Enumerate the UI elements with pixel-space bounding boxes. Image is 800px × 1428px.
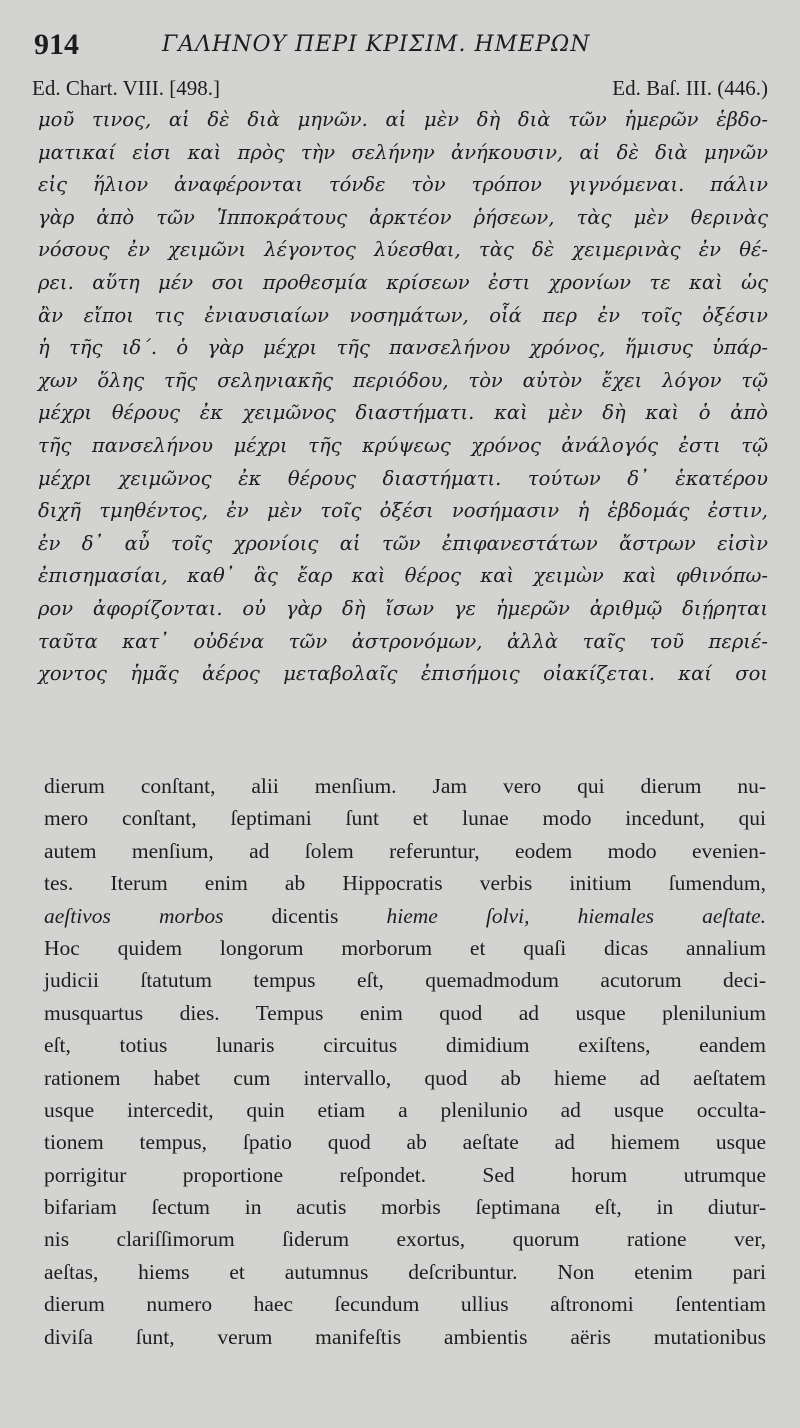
greek-text-line: ἡ τῆς ιδ´. ὁ γὰρ μέχρι τῆς πανσελήνου χρόνος, ἥμισυς ὑπάρ- bbox=[38, 336, 768, 360]
latin-text-line bbox=[44, 1062, 766, 1094]
greek-text-line: ματικαί εἰσι καὶ πρὸς τὴν σελήνην ἀνήκουσιν, αἱ δὲ διὰ μηνῶν bbox=[38, 140, 768, 164]
edition-chartier: Ed. Chart. VIII. [498.] bbox=[32, 76, 220, 100]
greek-text-line: μοῦ τινος, αἱ δὲ διὰ μηνῶν. αἱ μὲν δὴ διὰ τῶν ἡμερῶν ἑβδο- bbox=[38, 108, 768, 131]
greek-text-line: ἐπισημασίαι, καθ᾽ ἃς ἔαρ καὶ θέρος καὶ χειμὼν καὶ φθινόπω- bbox=[38, 564, 768, 588]
latin-text-line bbox=[44, 964, 766, 996]
latin-text-line bbox=[44, 1288, 766, 1320]
page-header bbox=[30, 28, 770, 68]
latin-text-segment: autem menſium, ad ſolem referuntur, eodem modo evenien- bbox=[44, 838, 766, 863]
edition-basel: Ed. Baſ. III. (446.) bbox=[612, 76, 768, 100]
greek-text-line: μέχρι χειμῶνος ἐκ θέρους διαστήματι. τούτων δ᾽ ἑκατέρου bbox=[38, 466, 768, 490]
greek-text-line: ἐν δ᾽ αὖ τοῖς χρονίοις αἱ τῶν ἐπιφανεστάτων ἄστρων εἰσὶν bbox=[38, 531, 768, 555]
latin-text-segment: dierum conſtant, alii menſium. Jam vero qui dierum nu- bbox=[44, 774, 766, 798]
latin-text-block bbox=[44, 770, 766, 1353]
latin-text-line bbox=[44, 1159, 766, 1191]
greek-text-line: νόσους ἐν χειμῶνι λέγοντος λύεσθαι, τὰς δὲ χειμερινὰς ἐν θέ- bbox=[38, 238, 768, 262]
latin-text-line bbox=[44, 802, 766, 834]
latin-text-segment: mero conſtant, ſeptimani ſunt et lunae modo incedunt, qui bbox=[44, 806, 766, 831]
running-title: ΓΑΛΗΝΟΥ ΠΕΡΙ ΚΡΙΣΙΜ. ΗΜΕΡΩΝ bbox=[162, 32, 591, 57]
latin-text-line bbox=[44, 1029, 766, 1061]
latin-text-segment: musquartus dies. Tempus enim quod ad usque plenilunium bbox=[44, 1000, 766, 1025]
latin-text-line bbox=[44, 1321, 766, 1353]
latin-text-line bbox=[44, 770, 766, 802]
greek-text-line: ταῦτα κατ᾽ οὐδένα τῶν ἀστρονόμων, ἀλλὰ ταῖς τοῦ περιέ- bbox=[38, 629, 768, 653]
latin-text-segment: usque intercedit, quin etiam a plenilunio ad usque occulta- bbox=[44, 1097, 766, 1122]
latin-text-line bbox=[44, 835, 766, 867]
latin-text-segment: judicii ſtatutum tempus eſt, quemadmodum acutorum deci- bbox=[44, 968, 766, 993]
latin-italic-segment: hieme ſolvi, hiemales aeſtate. bbox=[386, 903, 766, 928]
latin-text-line bbox=[44, 1094, 766, 1126]
edition-references bbox=[32, 76, 768, 104]
greek-text-line: χων ὅλης τῆς σεληνιακῆς περιόδου, τὸν αὐτὸν ἔχει λόγον τῷ bbox=[38, 368, 768, 392]
latin-text-line bbox=[44, 1223, 766, 1255]
greek-text-line: τῆς πανσελήνου μέχρι τῆς κρύψεως χρόνος ἀνάλογός ἐστι τῷ bbox=[38, 433, 768, 457]
greek-text-line: ρει. αὕτη μέν σοι προθεσμία κρίσεων ἐστι χρονίων τε καὶ ὡς bbox=[38, 270, 768, 294]
latin-text-segment: eſt, totius lunaris circuitus dimidium exiſtens, eandem bbox=[44, 1033, 766, 1058]
latin-text-line bbox=[44, 932, 766, 964]
latin-text-line bbox=[44, 1126, 766, 1158]
greek-text-block bbox=[38, 104, 768, 691]
latin-text-line bbox=[44, 867, 766, 899]
greek-text-line: γὰρ ἀπὸ τῶν Ἱπποκράτους ἀρκτέον ῥήσεων, τὰς μὲν θερινὰς bbox=[38, 205, 768, 229]
page-number: 914 bbox=[34, 28, 79, 61]
greek-text-line: εἰς ἥλιον ἀναφέρονται τόνδε τὸν τρόπον γιγνόμεναι. πάλιν bbox=[38, 173, 768, 197]
latin-italic-segment: aeſtivos morbos bbox=[44, 903, 224, 928]
latin-text-line bbox=[44, 900, 766, 932]
latin-text-segment: dicentis bbox=[223, 903, 387, 928]
latin-text-segment: nis clariſſimorum ſiderum exortus, quorum ratione ver, bbox=[44, 1227, 766, 1252]
latin-text-segment: tionem tempus, ſpatio quod ab aeſtate ad hiemem usque bbox=[44, 1130, 766, 1155]
greek-text-line: χοντος ἡμᾶς ἀέρος μεταβολαῖς ἐπισήμοις οἰακίζεται. καί σοι bbox=[38, 662, 768, 686]
greek-text-line: διχῆ τμηθέντος, ἐν μὲν τοῖς ὀξέσι νοσήμασιν ἡ ἑβδομάς ἐστιν, bbox=[38, 499, 768, 523]
latin-text-segment: Hoc quidem longorum morborum et quaſi dicas annalium bbox=[44, 935, 766, 960]
greek-text-line: μέχρι θέρους ἐκ χειμῶνος διαστήματι. καὶ μὲν δὴ καὶ ὁ ἀπὸ bbox=[38, 401, 768, 425]
latin-text-segment: bifariam ſectum in acutis morbis ſeptimana eſt, in diutur- bbox=[44, 1195, 766, 1220]
latin-text-segment: dierum numero haec ſecundum ullius aſtronomi ſententiam bbox=[44, 1292, 766, 1317]
greek-text-line: ἂν εἴποι τις ἐνιαυσιαίων νοσημάτων, οἷά περ ἐν τοῖς ὀξέσιν bbox=[38, 303, 768, 327]
latin-text-segment: diviſa ſunt, verum manifeſtis ambientis aëris mutationibus bbox=[44, 1324, 766, 1349]
latin-text-line bbox=[44, 1191, 766, 1223]
latin-text-segment: porrigitur proportione reſpondet. Sed horum utrumque bbox=[44, 1162, 766, 1187]
latin-text-line bbox=[44, 997, 766, 1029]
latin-text-segment: aeſtas, hiems et autumnus deſcribuntur. Non etenim pari bbox=[44, 1259, 766, 1284]
greek-text-line: ρον ἀφορίζονται. οὐ γὰρ δὴ ἴσων γε ἡμερῶν ἀριθμῷ διῄρηται bbox=[38, 596, 768, 620]
latin-text-segment: rationem habet cum intervallo, quod ab hieme ad aeſtatem bbox=[44, 1065, 766, 1090]
latin-text-segment: tes. Iterum enim ab Hippocratis verbis initium ſumendum, bbox=[44, 871, 766, 896]
latin-text-line bbox=[44, 1256, 766, 1288]
